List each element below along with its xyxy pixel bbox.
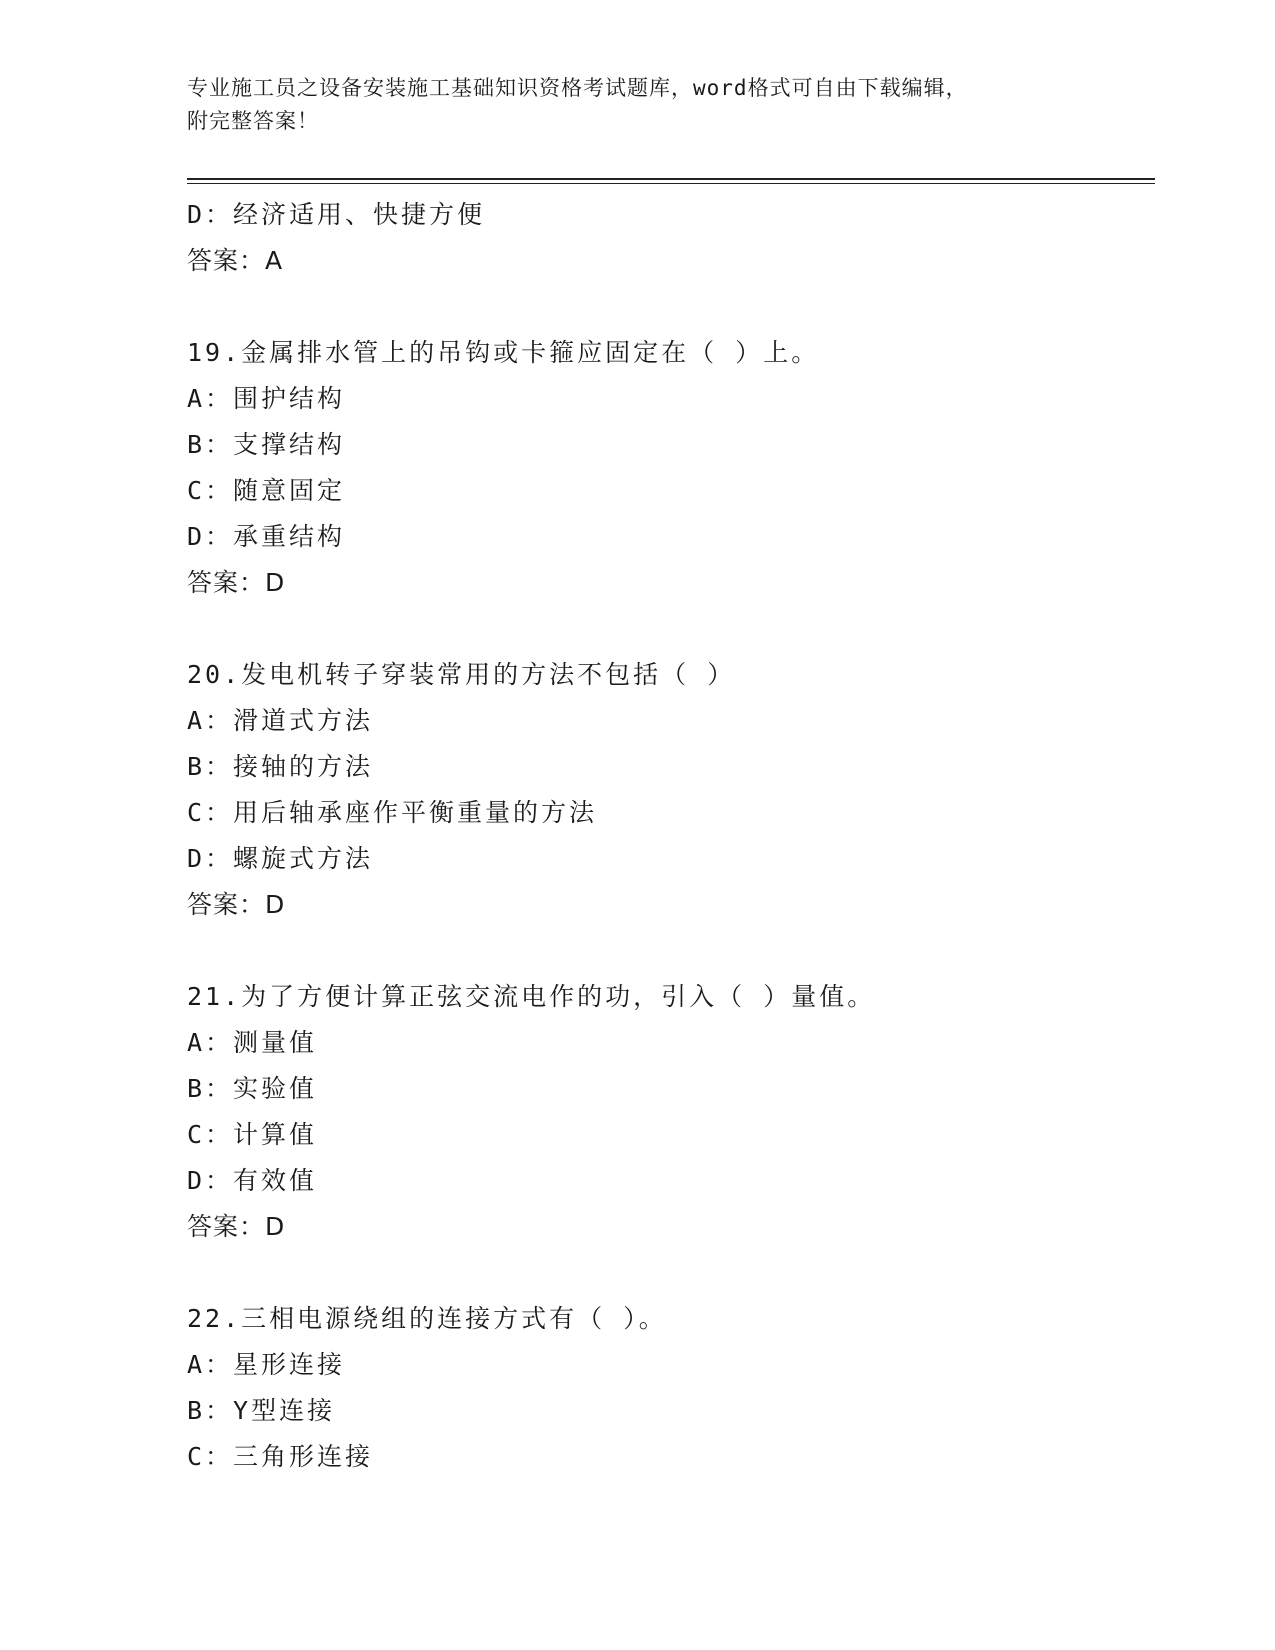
question-stem: 19.金属排水管上的吊钩或卡箍应固定在（ ）上。 xyxy=(187,338,820,367)
answer: 答案：A xyxy=(187,246,284,275)
question-stem: 20.发电机转子穿装常用的方法不包括（ ） xyxy=(187,660,736,689)
header-line-2: 附完整答案！ xyxy=(187,109,319,133)
option-c: C：计算值 xyxy=(187,1120,318,1149)
option-a: A：星形连接 xyxy=(187,1350,346,1379)
option-b: B：接轴的方法 xyxy=(187,752,374,781)
option-a: A：测量值 xyxy=(187,1028,318,1057)
option-b: B：实验值 xyxy=(187,1074,318,1103)
question-stem: 21.为了方便计算正弦交流电作的功，引入（ ）量值。 xyxy=(187,982,876,1011)
answer: 答案：D xyxy=(187,890,286,919)
question-18-tail xyxy=(187,192,1147,284)
question-21 xyxy=(187,974,1147,1250)
document-header xyxy=(187,72,1087,138)
option-d: D：承重结构 xyxy=(187,522,346,551)
option-d: D：螺旋式方法 xyxy=(187,844,374,873)
question-20 xyxy=(187,652,1147,928)
option-c: C：随意固定 xyxy=(187,476,346,505)
question-stem: 22.三相电源绕组的连接方式有（ ）。 xyxy=(187,1304,667,1333)
question-19 xyxy=(187,330,1147,606)
option-b: B：支撑结构 xyxy=(187,430,346,459)
answer: 答案：D xyxy=(187,1212,286,1241)
option-d: D：经济适用、快捷方便 xyxy=(187,200,486,229)
header-divider-thin xyxy=(187,183,1155,184)
option-c: C：用后轴承座作平衡重量的方法 xyxy=(187,798,598,827)
answer: 答案：D xyxy=(187,568,286,597)
option-a: A：围护结构 xyxy=(187,384,346,413)
question-list xyxy=(187,192,1147,1480)
header-divider-thick xyxy=(187,178,1155,180)
header-line-1: 专业施工员之设备安装施工基础知识资格考试题库，word格式可自由下载编辑， xyxy=(187,76,968,100)
option-c: C：三角形连接 xyxy=(187,1442,374,1471)
option-d: D：有效值 xyxy=(187,1166,318,1195)
option-a: A：滑道式方法 xyxy=(187,706,374,735)
option-b: B：Y型连接 xyxy=(187,1396,336,1425)
question-22 xyxy=(187,1296,1147,1480)
